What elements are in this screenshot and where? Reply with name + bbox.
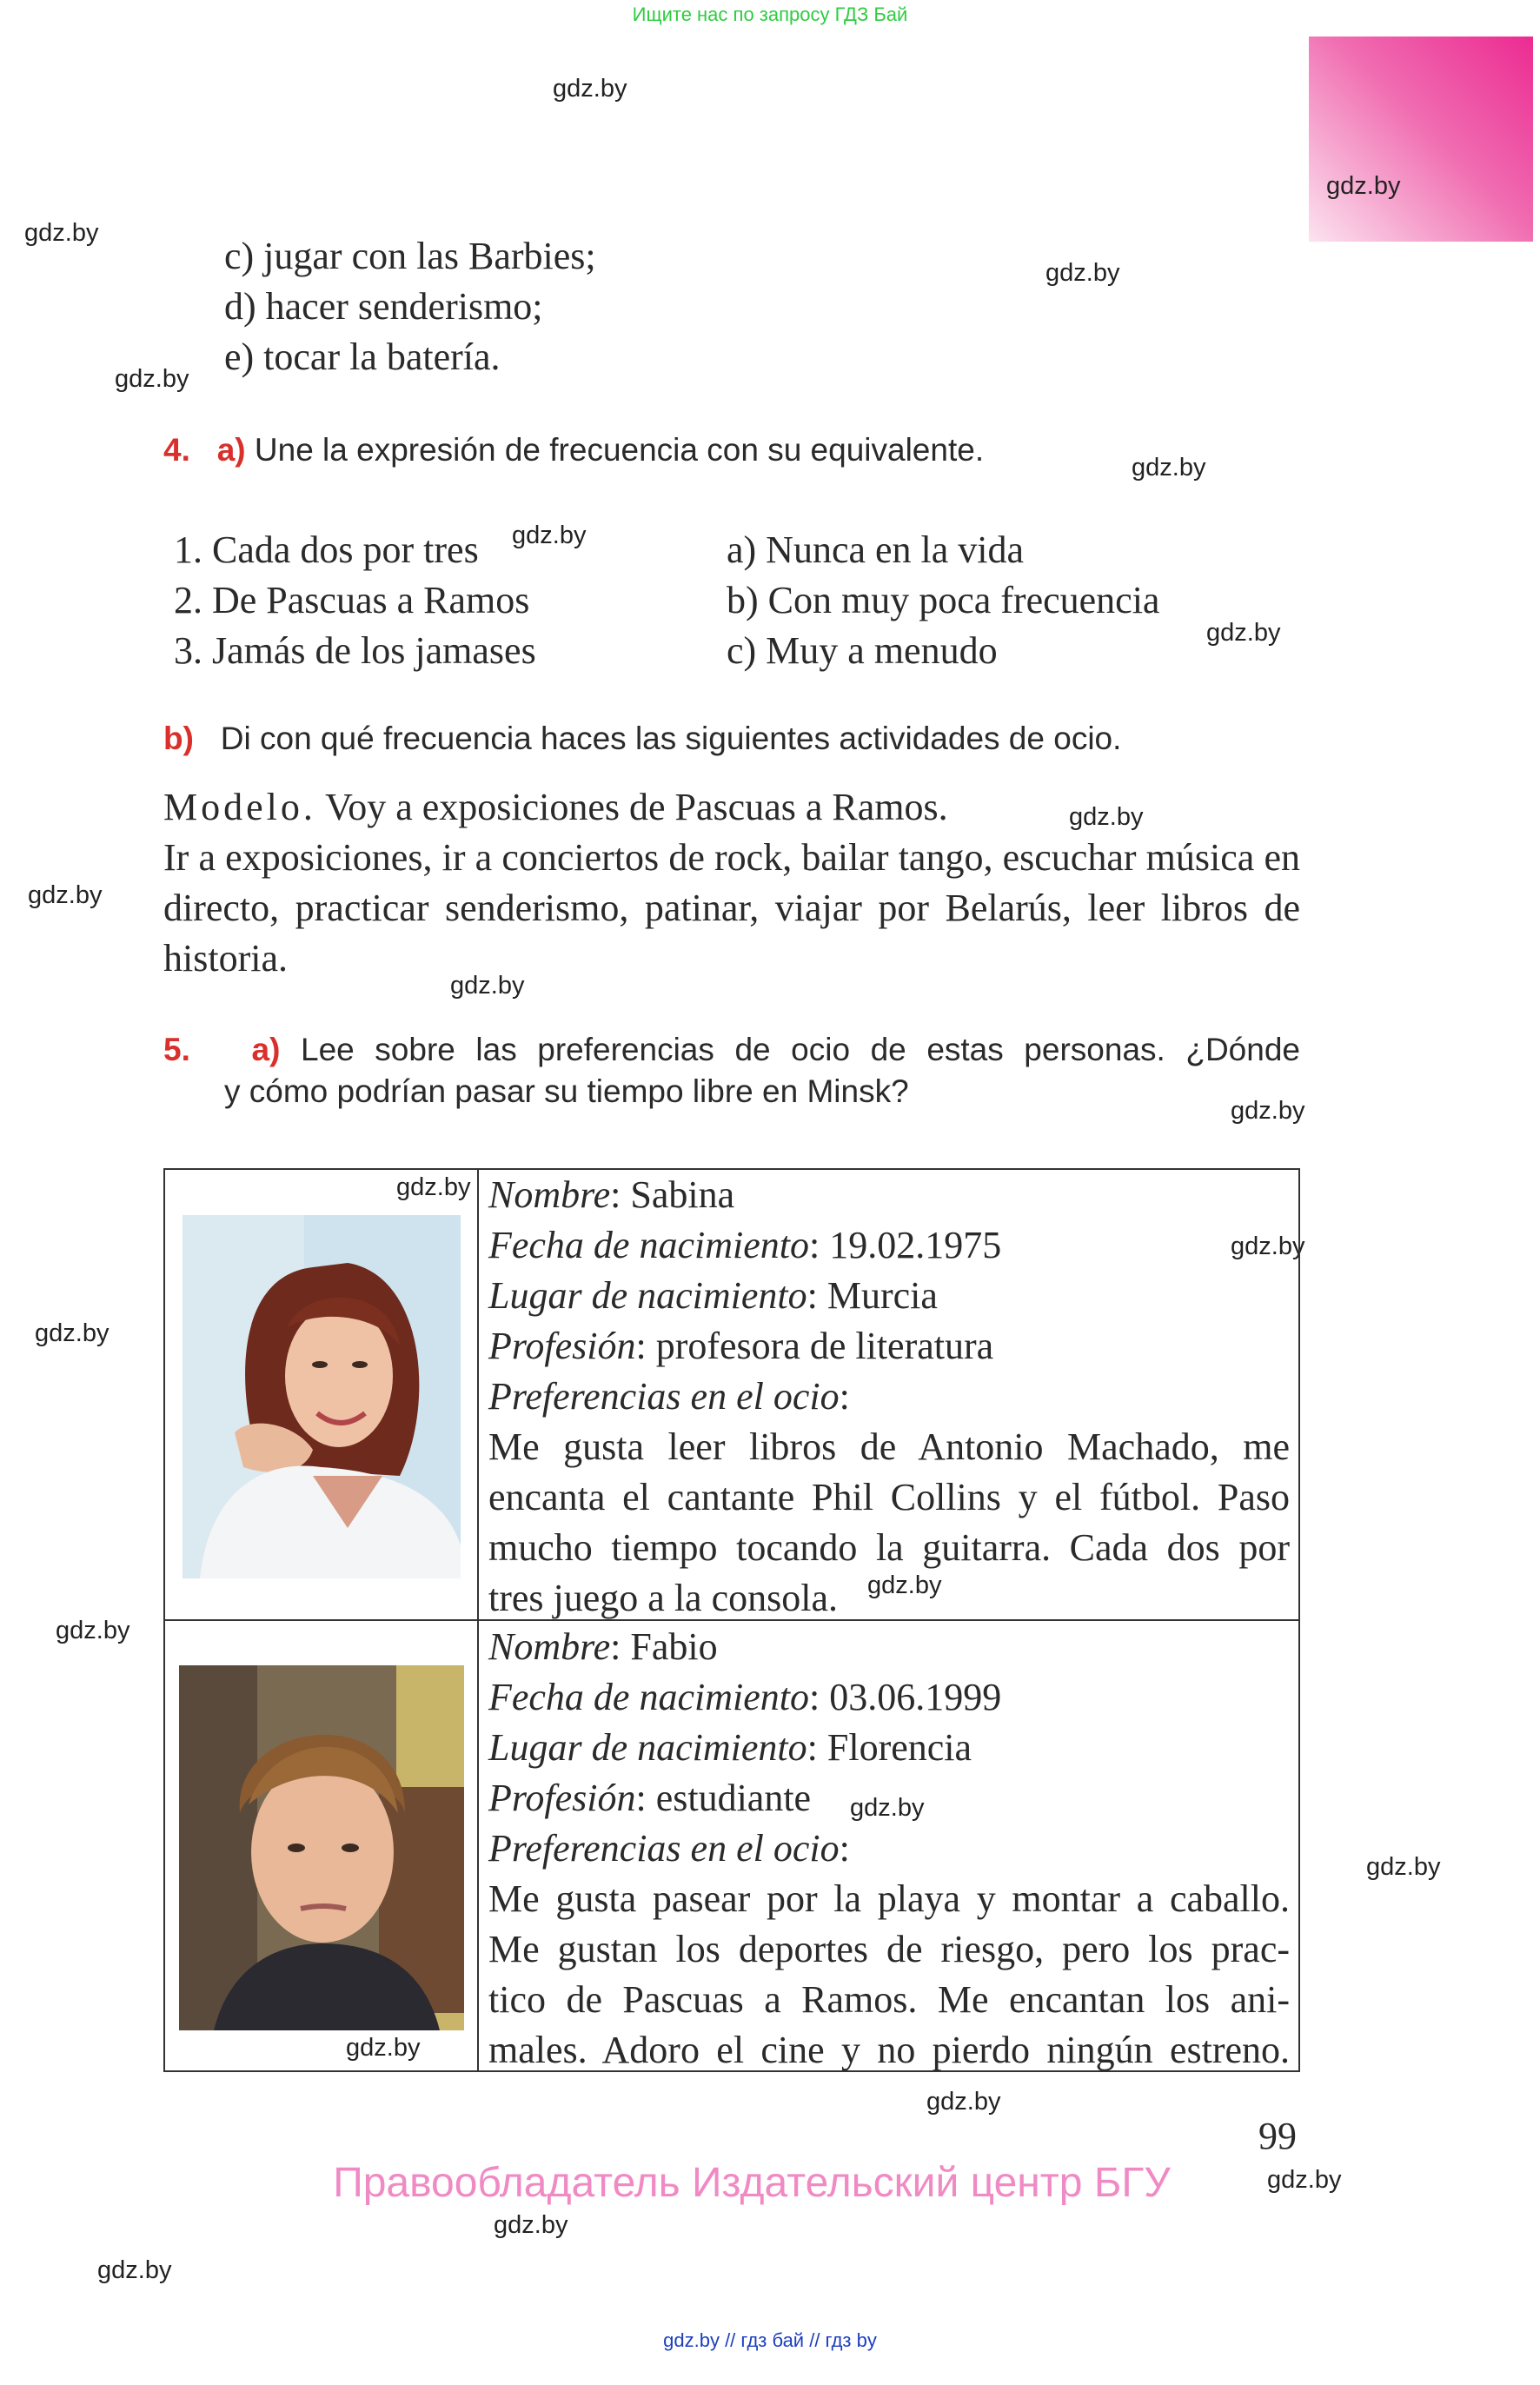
watermark: gdz.by — [850, 1794, 925, 1822]
profile-birthplace-line: Lugar de nacimiento: Florencia — [488, 1726, 972, 1769]
frequency-expression: 3. Jamás de los jamases — [174, 629, 536, 672]
corner-color-tab — [1309, 37, 1533, 242]
watermark: gdz.by — [56, 1617, 130, 1644]
exercise-letter: a) — [216, 432, 246, 468]
watermark: gdz.by — [28, 881, 103, 909]
profile-preferences-line: Preferencias en el ocio: — [488, 1827, 850, 1870]
field-label: Lugar de nacimiento — [488, 1274, 807, 1317]
profile-birthdate: 03.06.1999 — [829, 1676, 1002, 1718]
fabio-photo — [179, 1665, 464, 2030]
profile-name-line: Nombre: Fabio — [488, 1625, 718, 1668]
list-item: c) jugar con las Barbies; — [224, 235, 596, 277]
frequency-expression: 2. De Pascuas a Ramos — [174, 579, 530, 621]
frequency-equivalent: b) Con muy poca frecuencia — [727, 579, 1160, 621]
profile-birthplace-line: Lugar de nacimiento: Murcia — [488, 1274, 938, 1317]
exercise-letter: a) — [251, 1032, 281, 1067]
watermark: gdz.by — [1231, 1232, 1305, 1260]
profile-birthplace: Florencia — [826, 1726, 972, 1769]
watermark: gdz.by — [24, 219, 99, 247]
instruction-line: y cómo podrían pasar su tiempo libre en Minsk? — [224, 1073, 909, 1109]
watermark: gdz.by — [1045, 259, 1120, 287]
watermark: gdz.by — [926, 2088, 1001, 2116]
preferences-text-line: tres juego a la consola. — [488, 1577, 838, 1619]
instruction-text: Di con qué frecuencia haces las siguientes actividades de ocio. — [220, 721, 1122, 756]
watermark: gdz.by — [1326, 172, 1401, 200]
model-label: Modelo. — [163, 786, 316, 828]
exercise-4b-instruction — [163, 718, 1121, 760]
profile-profession: profesora de literatura — [655, 1325, 994, 1367]
profile-sabina — [488, 1170, 1290, 1624]
watermark: gdz.by — [512, 522, 587, 549]
frequency-equivalent: a) Nunca en la vida — [727, 528, 1025, 571]
field-label: Nombre — [488, 1173, 611, 1216]
preferences-text-line: Me gusta pasear por la playa y montar a caballo. — [488, 1877, 1290, 1920]
preferences-text-line: tico de Pascuas a Ramos. Me encantan los ani- — [488, 1978, 1290, 2021]
profile-preferences-line: Preferencias en el ocio: — [488, 1375, 850, 1418]
watermark: gdz.by — [396, 1173, 471, 1201]
watermark: gdz.by — [450, 972, 525, 1000]
profile-birthdate: 19.02.1975 — [829, 1224, 1002, 1266]
exercise-number: 4. — [163, 432, 190, 468]
exercise-number: 5. — [163, 1032, 190, 1067]
exercise-4a-instruction — [163, 429, 984, 471]
field-label: Fecha de nacimiento — [488, 1224, 809, 1266]
field-label: Nombre — [488, 1625, 611, 1668]
watermark: gdz.by — [867, 1571, 942, 1599]
watermark: gdz.by — [494, 2211, 568, 2239]
list-item: d) hacer senderismo; — [224, 285, 543, 328]
field-label: Preferencias en el ocio — [488, 1827, 840, 1870]
profile-birthdate-line: Fecha de nacimiento: 03.06.1999 — [488, 1676, 1002, 1718]
preferences-text-line: males. Adoro el cine y no pierdo ningún estreno. — [488, 2029, 1290, 2071]
table-column-divider — [477, 1168, 479, 2072]
profile-profession-line: Profesión: profesora de literatura — [488, 1325, 994, 1367]
profile-name: Sabina — [630, 1173, 735, 1216]
profile-birthdate-line: Fecha de nacimiento: 19.02.1975 — [488, 1224, 1002, 1266]
instruction-text: Une la expresión de frecuencia con su equivalente. — [254, 432, 985, 468]
watermark: gdz.by — [1069, 803, 1144, 831]
sabina-photo — [183, 1215, 461, 1578]
instruction-text: Lee sobre las preferencias de ocio de estas personas. ¿Dónde — [301, 1032, 1300, 1067]
activities-paragraph: Ir a exposiciones, ir a conciertos de rock, bailar tango, escuchar música en directo, practicar senderismo, patinar, viajar por Belarús, leer libros de historia. — [163, 836, 1300, 980]
preferences-text-line: Me gusta leer libros de Antonio Machado, me — [488, 1425, 1290, 1468]
field-label: Fecha de nacimiento — [488, 1676, 809, 1718]
field-label: Preferencias en el ocio — [488, 1375, 840, 1418]
field-label: Profesión — [488, 1325, 636, 1367]
watermark: gdz.by — [553, 75, 627, 103]
watermark: gdz.by — [1366, 1853, 1441, 1881]
watermark: gdz.by — [1267, 2166, 1342, 2194]
frequency-equivalent: c) Muy a menudo — [727, 629, 998, 672]
field-label: Lugar de nacimiento — [488, 1726, 807, 1769]
profile-birthplace: Murcia — [826, 1274, 938, 1317]
watermark: gdz.by — [1132, 454, 1206, 482]
exercise-5a-instruction — [163, 1029, 1300, 1113]
instruction-line — [163, 1029, 1300, 1071]
frequency-expression: 1. Cada dos por tres — [174, 528, 479, 571]
profile-name: Fabio — [630, 1625, 718, 1668]
watermark: gdz.by — [115, 365, 189, 393]
watermark: gdz.by — [346, 2034, 421, 2062]
profile-fabio — [488, 1622, 1290, 2076]
copyright-footer: Правообладатель Издательский центр БГУ — [333, 2160, 1171, 2206]
preferences-text-line: Me gustan los deportes de riesgo, pero los prac- — [488, 1928, 1290, 1970]
bottom-links[interactable]: gdz.by // гдз бай // гдз by — [663, 2329, 877, 2351]
list-item: e) tocar la batería. — [224, 335, 501, 378]
model-sentence — [163, 782, 948, 833]
watermark: gdz.by — [97, 2256, 172, 2284]
preferences-text-line: mucho tiempo tocando la guitarra. Cada dos por — [488, 1526, 1290, 1569]
page-number: 99 — [1258, 2115, 1297, 2157]
watermark: gdz.by — [35, 1319, 110, 1347]
watermark: gdz.by — [1231, 1097, 1305, 1125]
profile-profession: estudiante — [655, 1777, 812, 1819]
field-label: Profesión — [488, 1777, 636, 1819]
top-banner[interactable]: Ищите нас по запросу ГДЗ Бай — [632, 3, 908, 25]
watermark: gdz.by — [1206, 619, 1281, 647]
profile-profession-line: Profesión: estudiante — [488, 1777, 812, 1819]
exercise-letter: b) — [163, 721, 194, 756]
profile-name-line: Nombre: Sabina — [488, 1173, 735, 1216]
preferences-text-line: encanta el cantante Phil Collins y el fútbol. Paso — [488, 1476, 1290, 1518]
model-text: Voy a exposiciones de Pascuas a Ramos. — [325, 786, 948, 828]
